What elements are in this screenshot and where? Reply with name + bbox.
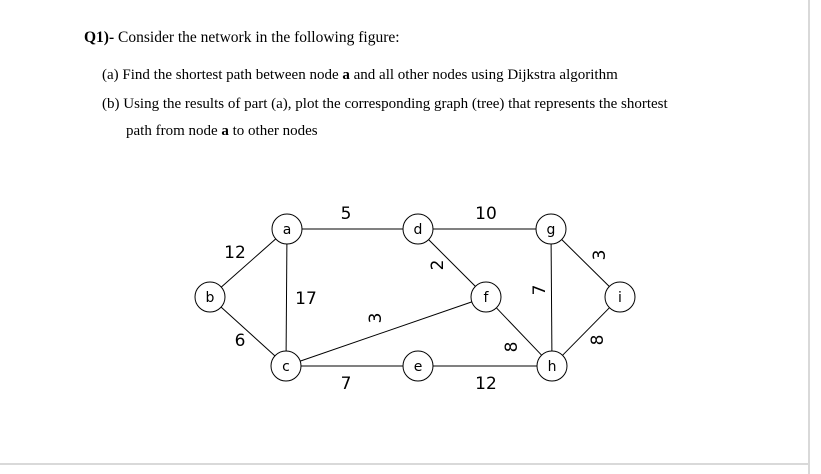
edge-weight-d-g: 10	[475, 204, 497, 224]
edge-g-h	[551, 244, 552, 351]
question-text: Consider the network in the following figure:	[118, 29, 400, 46]
edge-weight-f-h: 8	[502, 341, 522, 353]
part-a-text-before: Find the shortest path between node	[122, 67, 339, 83]
node-label-c: c	[282, 359, 290, 375]
edge-i-h	[563, 308, 610, 356]
edge-weight-g-i: 3	[590, 249, 610, 261]
edge-g-i	[562, 240, 610, 287]
node-label-b: b	[205, 290, 215, 306]
part-b-label: (b)	[102, 96, 120, 112]
part-a-node: a	[342, 67, 350, 83]
edge-weight-a-b: 12	[224, 243, 246, 263]
node-label-h: h	[547, 359, 557, 375]
edge-weight-i-h: 8	[588, 334, 608, 346]
node-label-e: e	[413, 359, 423, 375]
edge-weight-d-f: 2	[428, 259, 448, 271]
edge-c-f	[300, 302, 472, 361]
part-b-line2-after: to other nodes	[232, 123, 318, 139]
edge-weight-a-d: 5	[340, 204, 352, 224]
node-label-g: g	[546, 222, 556, 238]
edge-weight-e-h: 12	[475, 374, 497, 394]
part-b-line1: Using the results of part (a), plot the corresponding graph (tree) that represents the shortest	[123, 96, 668, 112]
edge-weight-g-h: 7	[530, 284, 550, 296]
node-label-d: d	[413, 222, 423, 238]
edge-weight-c-f: 3	[366, 312, 386, 324]
edge-weight-c-e: 7	[340, 374, 352, 394]
part-a-label: (a)	[102, 67, 119, 83]
part-b-line2-before: path from node	[126, 123, 218, 139]
part-b-node: a	[221, 123, 229, 139]
edge-a-c	[286, 244, 287, 351]
graph-nodes	[195, 214, 635, 381]
edge-b-c	[221, 307, 275, 356]
node-label-f: f	[483, 290, 489, 306]
part-a-text-after: and all other nodes using Dijkstra algorithm	[353, 67, 618, 83]
edge-weight-b-c: 6	[234, 331, 246, 351]
edge-weight-a-c: 17	[295, 289, 317, 309]
node-label-i: i	[618, 290, 622, 306]
question-number: Q1)-	[84, 29, 115, 46]
node-label-a: a	[282, 222, 292, 238]
